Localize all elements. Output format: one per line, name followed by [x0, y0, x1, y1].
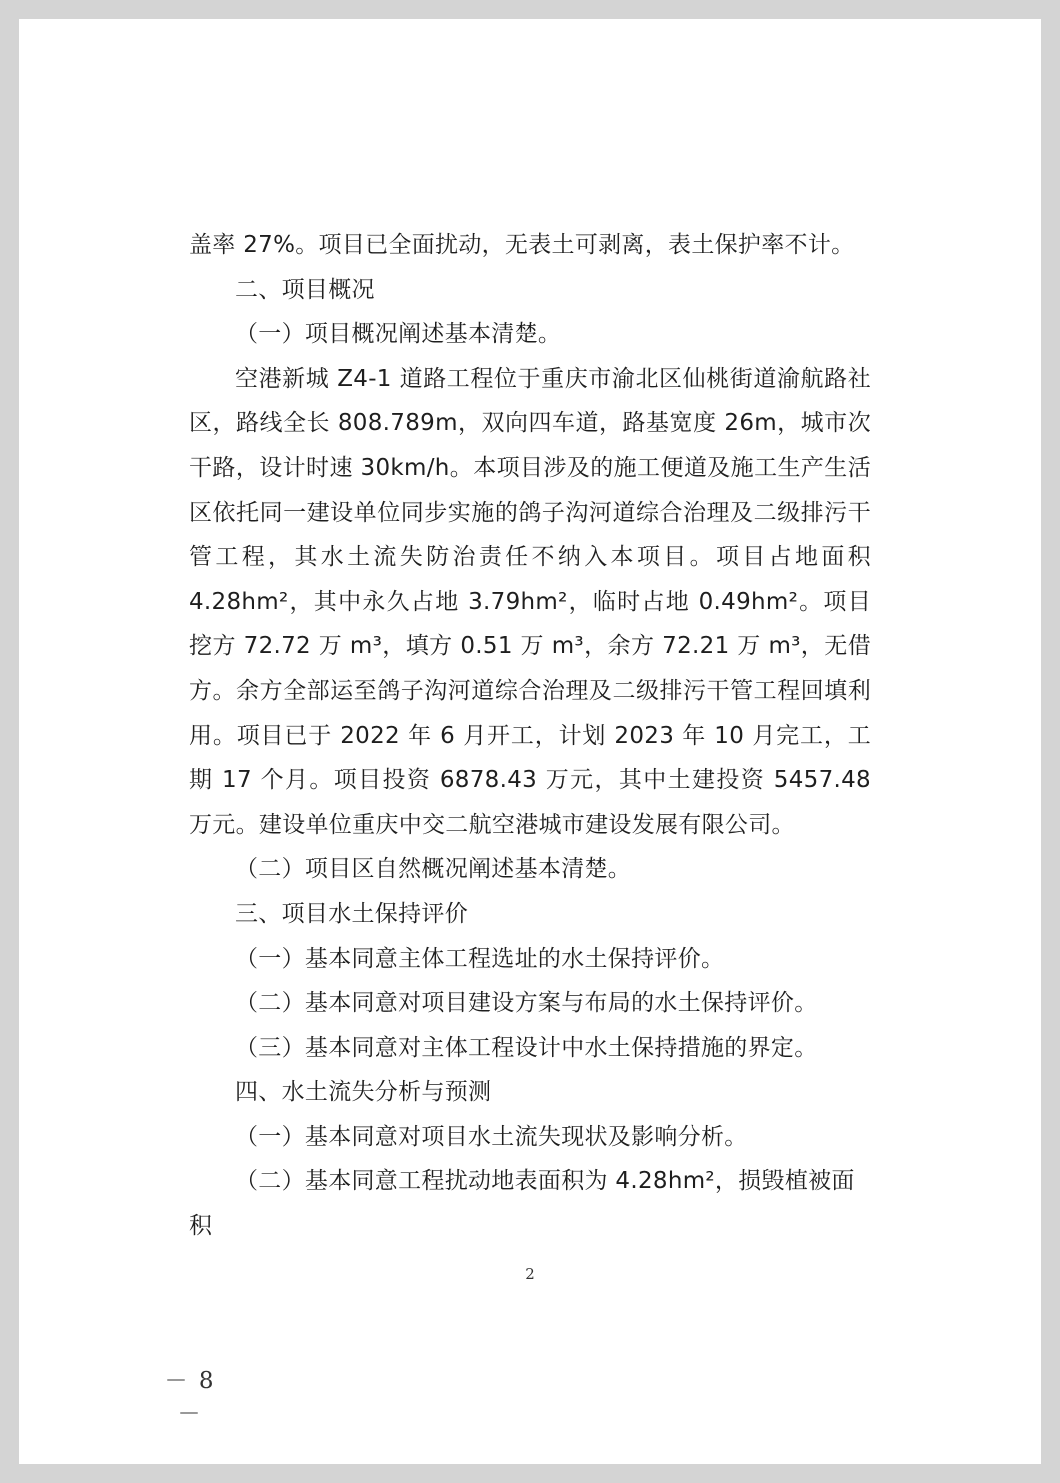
subheading-natural-overview: （二）项目区自然概况阐述基本清楚。 [235, 856, 632, 883]
heading-soil-loss-analysis: 四、水土流失分析与预测 [235, 1079, 492, 1106]
document-body [189, 223, 871, 1249]
item-site-selection-evaluation: （一）基本同意主体工程选址的水土保持评价。 [235, 945, 725, 972]
item-disturbed-area: （二）基本同意工程扰动地表面积为 4.28hm²，损毁植被面积 [189, 1168, 855, 1240]
paragraph-coverage-rate: 盖率 27%。项目已全面扰动，无表土可剥离，表土保护率不计。 [189, 232, 855, 258]
inner-page-number: 2 [525, 1265, 535, 1283]
item-measures-definition: （三）基本同意对主体工程设计中水土保持措施的界定。 [235, 1034, 818, 1061]
subheading-overview-clear: （一）项目概况阐述基本清楚。 [235, 321, 562, 348]
item-construction-plan-evaluation: （二）基本同意对项目建设方案与布局的水土保持评价。 [235, 990, 818, 1017]
paragraph-project-description: 空港新城 Z4-1 道路工程位于重庆市渝北区仙桃街道渝航路社区，路线全长 808.789m，双向四车道，路基宽度 26m，城市次干路，设计时速 30km/h。本项目涉及的施工便道及施工生产生活区依托同一建设单位同步实施的鸽子沟河道综合治理及二级排污干管工程，其水土流失防治责任不纳入本项目。项目占地面积 4.28hm²，其中永久占地 3.79hm²，临时占地 0.49hm²。项目挖方 72.72 万 m³，填方 0.51 万 m³，余方 72.21 万 m³，无借方。余方全部运至鸽子沟河道综合治理及二级排污干管工程回填利用。项目已于 2022 年 6 月开工，计划 2023 年 10 月完工，工期 17 个月。项目投资 6878.43 万元，其中土建投资 5457.48 万元。建设单位重庆中交二航空港城市建设发展有限公司。 [189, 365, 871, 838]
item-soil-loss-status: （一）基本同意对项目水土流失现状及影响分析。 [235, 1123, 748, 1150]
heading-soil-conservation-evaluation: 三、项目水土保持评价 [235, 900, 468, 927]
heading-project-overview: 二、项目概况 [235, 276, 375, 303]
outer-page-number: － 8 － [164, 1368, 216, 1427]
